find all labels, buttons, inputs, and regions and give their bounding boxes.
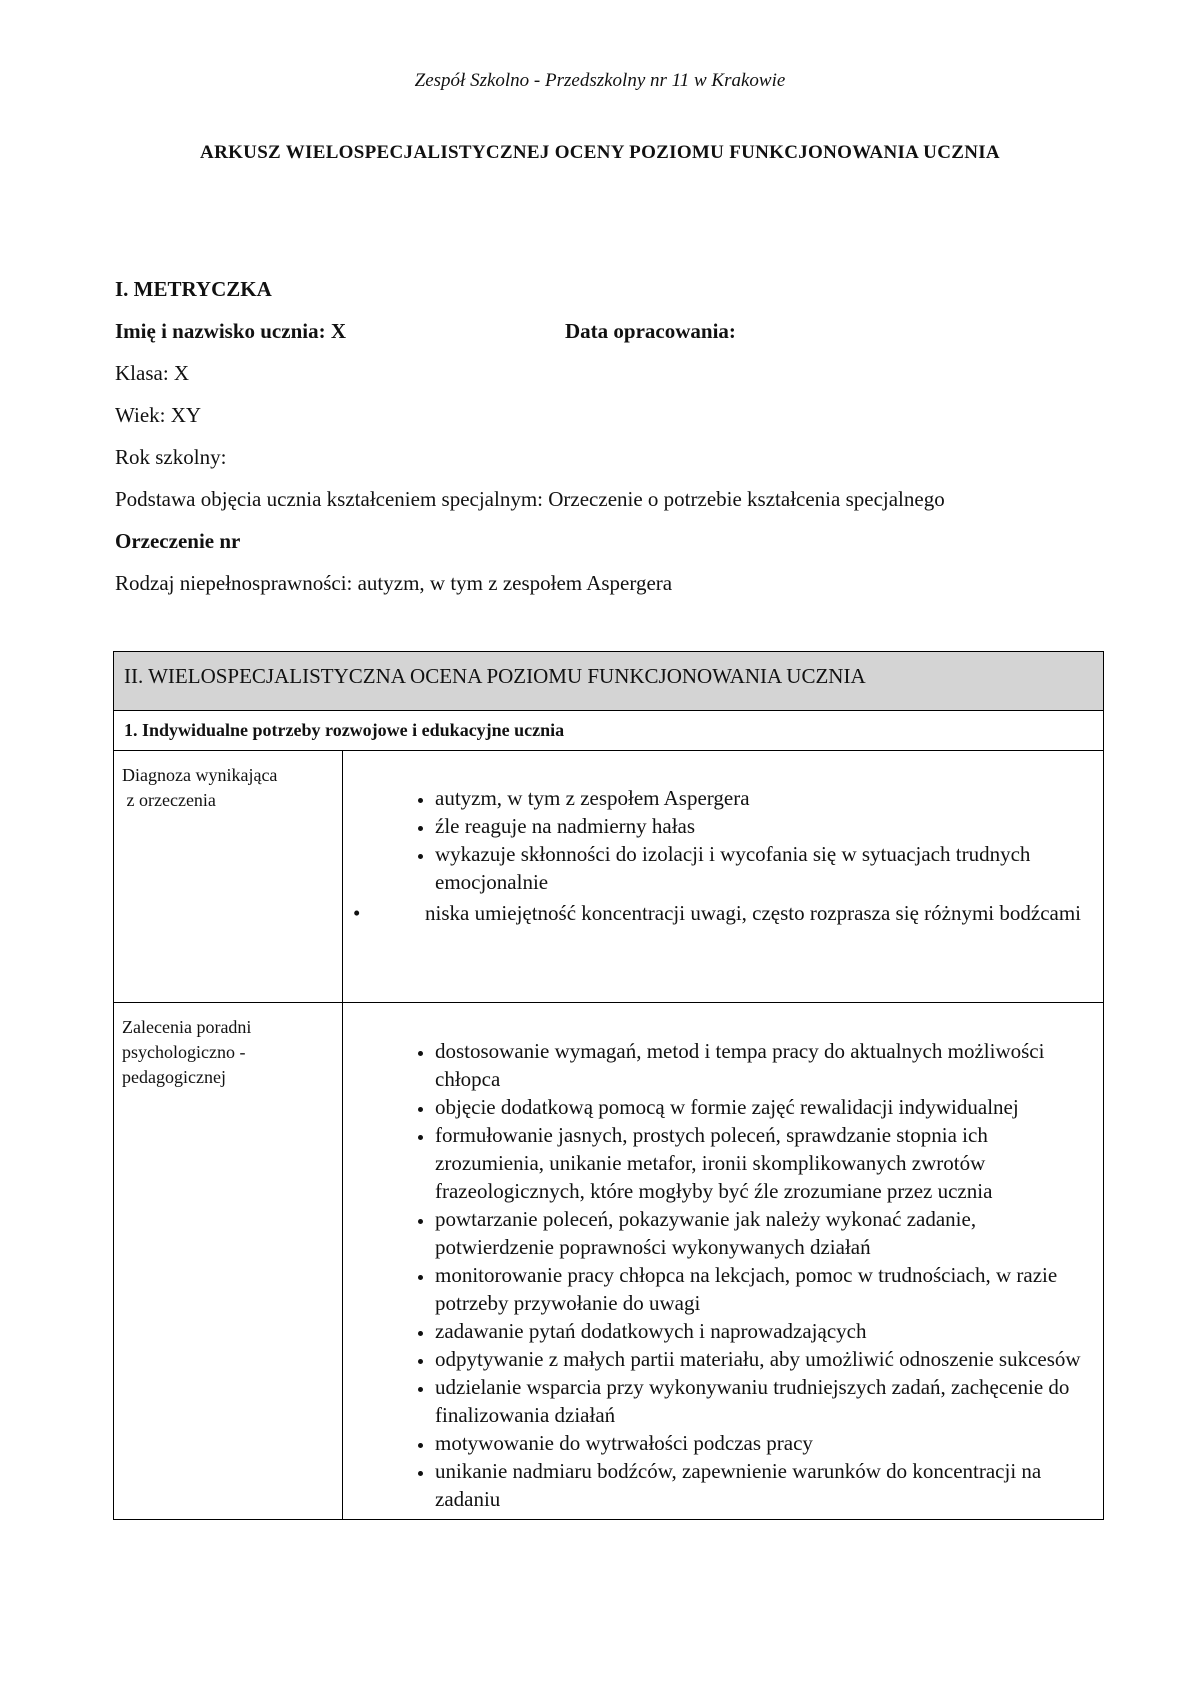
list-item: • formułowanie jasnych, prostych poleceń, sprawdzanie stopnia ich zrozumienia, unikanie metafor, ironii skomplikowanych zwrotów frazeologicznych, które mogłyby być źle zrozumiane przez ucznia [435,1121,1091,1205]
orzeczenie-label: Orzeczenie nr [115,529,241,553]
list-item: • motywowanie do wytrwałości podczas pracy [435,1429,1091,1457]
recommendations-label-line: Zalecenia poradni [122,1017,252,1037]
recommendations-label-cell [114,1003,343,1520]
class-label: Klasa: X [115,361,190,385]
recommendations-label-line: pedagogicznej [122,1067,226,1087]
diagnosis-label-line: z orzeczenia [122,790,216,810]
age-label: Wiek: XY [115,403,202,427]
school-name: Zespół Szkolno - Przedszkolny nr 11 w Krakowie [414,70,786,91]
assessment-table [113,651,1104,1520]
section2-heading: II. WIELOSPECJALISTYCZNA OCENA POZIOMU FUNKCJONOWANIA UCZNIA [114,652,1104,711]
list-item: • źle reaguje na nadmierny hałas [435,812,1091,840]
recommendations-content-cell [343,1003,1104,1520]
diagnosis-label-line: Diagnoza wynikająca [122,765,278,785]
document-title: ARKUSZ WIELOSPECJALISTYCZNEJ OCENY POZIOMU FUNKCJONOWANIA UCZNIA [200,142,1000,163]
metryczka-heading: I. METRYCZKA [115,277,272,301]
list-item: • powtarzanie poleceń, pokazywanie jak należy wykonać zadanie, potwierdzenie poprawności wykonywanych działań [435,1205,1091,1261]
list-item: niska umiejętność koncentracji uwagi, często rozprasza się różnymi bodźcami [425,901,1082,925]
diagnosis-tab-item [353,896,1091,930]
list-item: • odpytywanie z małych partii materiału, aby umożliwić odnoszenie sukcesów [435,1345,1091,1373]
diagnosis-label-cell [114,751,343,1003]
diagnosis-content-cell [343,751,1104,1003]
bullet-icon: • [353,901,361,925]
student-name-label: Imię i nazwisko ucznia: X [115,319,346,343]
list-item: • autyzm, w tym z zespołem Aspergera [435,784,1091,812]
diagnosis-list [353,784,1091,896]
disability-label: Rodzaj niepełnosprawności: autyzm, w tym z zespołem Aspergera [115,571,673,595]
section2-subheading: 1. Indywidualne potrzeby rozwojowe i edukacyjne ucznia [114,711,1104,751]
list-item: • unikanie nadmiaru bodźców, zapewnienie warunków do koncentracji na zadaniu [435,1457,1091,1513]
recommendations-list [353,1037,1091,1513]
date-label: Data opracowania: [565,319,736,343]
basis-label: Podstawa objęcia ucznia kształceniem specjalnym: Orzeczenie o potrzebie kształcenia specjalnego [115,487,945,511]
list-item: • objęcie dodatkową pomocą w formie zajęć rewalidacji indywidualnej [435,1093,1091,1121]
list-item: • udzielanie wsparcia przy wykonywaniu trudniejszych zadań, zachęcenie do finalizowania działań [435,1373,1091,1429]
school-year-label: Rok szkolny: [115,445,227,469]
metryczka-section [115,276,1115,612]
list-item: • dostosowanie wymagań, metod i tempa pracy do aktualnych możliwości chłopca [435,1037,1091,1093]
student-name-row [115,318,1115,360]
list-item: • monitorowanie pracy chłopca na lekcjach, pomoc w trudnościach, w razie potrzeby przywołanie do uwagi [435,1261,1091,1317]
list-item: • zadawanie pytań dodatkowych i naprowadzających [435,1317,1091,1345]
recommendations-label-line: psychologiczno - [122,1042,246,1062]
list-item: • wykazuje skłonności do izolacji i wycofania się w sytuacjach trudnych emocjonalnie [435,840,1091,896]
